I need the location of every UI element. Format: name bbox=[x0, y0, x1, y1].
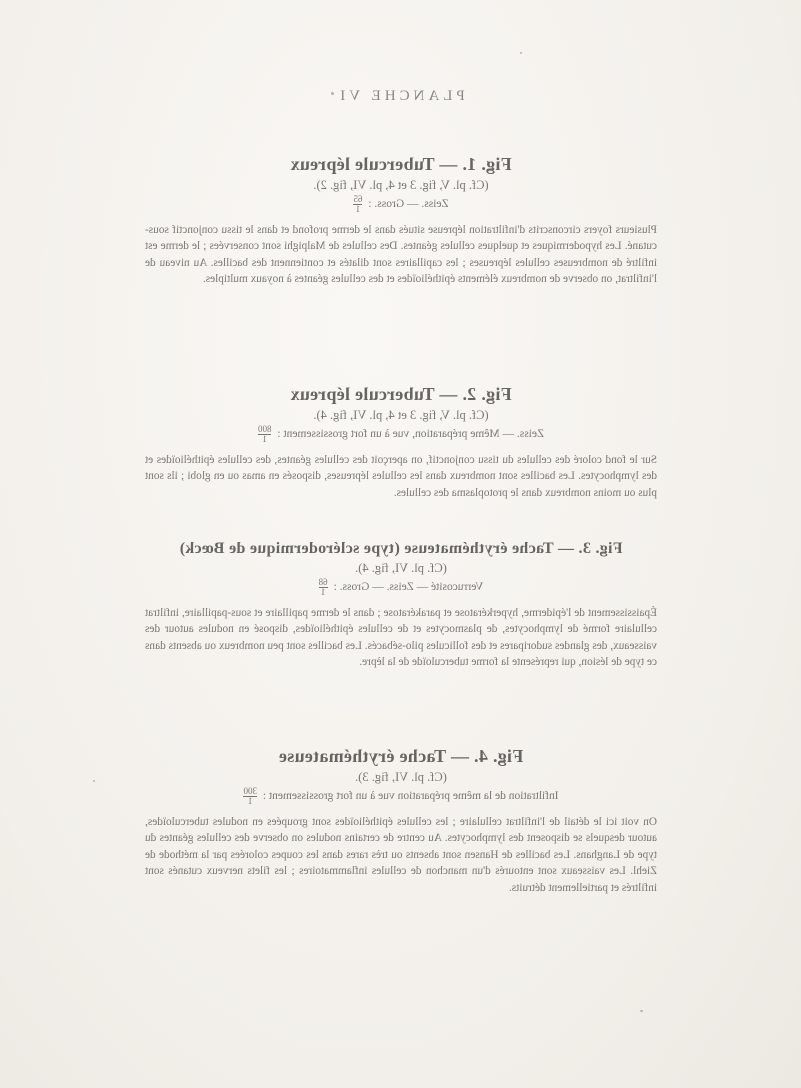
paper-speck bbox=[640, 1010, 643, 1012]
figure-reference: (Cf. pl. VI, fig. 3). bbox=[355, 770, 447, 784]
figure-reference: (Cf. pl. V, fig. 3 et 4, pl. VI, fig. 4). bbox=[313, 408, 489, 422]
magnification-numerator: 65 bbox=[353, 194, 363, 204]
running-head: PLANCHE VI bbox=[336, 88, 465, 104]
magnification-numerator: 68 bbox=[318, 577, 328, 587]
figure-title: Fig. 1. — Tubercule lépreux bbox=[290, 154, 512, 174]
figure-description: Sur le fond coloré des cellules du tissu conjonctif, on aperçoit des cellules géantes, des cellules épithélioïdes et des lymphocytes. Les bacilles sont nombreux dans les cellules lépreuses, disposés en amas ou en globi ; ils sont plus ou moins nombreux dans le protoplasma des cellules. bbox=[145, 454, 657, 499]
figure-description: Épaississement de l'épiderme, hyperkératose et parakératose ; dans le derme papillaire et sous-papillaire, infiltrat cellulaire formé de lymphocytes, de plasmocytes et de cellules épithélioïdes, disposé en nodules autour des vaisseaux, des glandes sudoripares et des follicules pilo-sébacés. Les bacilles sont peu nombreux ou absents dans ce type de lésion, qui représente la forme tuberculoïde de la lèpre. bbox=[145, 607, 657, 669]
magnification-denominator: 1 bbox=[243, 796, 257, 806]
magnification-line bbox=[145, 195, 657, 214]
figure-title: Fig. 4. — Tache érythémateuse bbox=[278, 746, 524, 766]
figure-title: Fig. 2. — Tubercule lépreux bbox=[290, 384, 512, 404]
paper-speck bbox=[520, 52, 522, 54]
figure-section-2 bbox=[145, 384, 657, 513]
figure-title: Fig. 3. — Tache érythémateuse (type sclérodermique de Bœck) bbox=[179, 540, 623, 557]
magnification-label: Zeiss. — Même préparation, vue à un fort grossissement : bbox=[277, 428, 545, 441]
magnification-line bbox=[145, 425, 657, 444]
magnification-label: Zeiss. — Gross. : bbox=[368, 198, 449, 211]
magnification-fraction bbox=[353, 195, 362, 214]
figure-section-1 bbox=[145, 154, 657, 299]
paper-speck bbox=[93, 780, 95, 782]
paper-speck bbox=[331, 92, 334, 95]
figure-description: On voit ici le détail de l'infiltrat cellulaire ; les cellules épithélioïdes sont groupées en nodules tuberculoïdes, autour desquels se disposent des lymphocytes. Au centre de certains nodules on observe des cellules géantes du type de Langhans. Les bacilles de Hansen sont absents ou très rares dans les coupes colorées par la méthode de Ziehl. Les vaisseaux sont entourés d'un manchon de cellules inflammatoires ; les filets nerveux cutanés sont infiltrés et partiellement détruits. bbox=[145, 816, 657, 894]
magnification-label: Infiltration de la même préparation vue à un fort grossissement : bbox=[262, 790, 559, 803]
magnification-numerator: 800 bbox=[257, 424, 272, 434]
magnification-label: Verrucosité — Zeiss. — Gross. : bbox=[333, 581, 484, 594]
magnification-denominator: 1 bbox=[319, 587, 328, 597]
magnification-numerator: 300 bbox=[243, 786, 257, 796]
figure-description: Plusieurs foyers circonscrits d'infiltration lépreuse situés dans le derme profond et dans le tissu conjonctif sous-cutané. Les hypodermiques et quelques cellules géantes. Des cellules de Malpighi sont conservées ; le derme est infiltré de nombreuses cellules lépreuses ; les capillaires sont dilatés et contiennent des bacilles. Au niveau de l'infiltrat, on observe de nombreux éléments épithélioïdes et des cellules géantes à noyaux multiples. bbox=[145, 224, 657, 286]
figure-section-4 bbox=[145, 746, 657, 907]
figure-reference: (Cf. pl. V, fig. 3 et 4, pl. VI, fig. 2). bbox=[313, 178, 489, 192]
magnification-line bbox=[145, 787, 657, 806]
magnification-denominator: 1 bbox=[258, 434, 272, 444]
figure-reference: (Cf. pl. VI, fig. 4). bbox=[355, 561, 447, 575]
figure-section-3 bbox=[145, 540, 657, 682]
magnification-fraction bbox=[243, 787, 257, 806]
magnification-denominator: 1 bbox=[353, 204, 362, 214]
magnification-fraction bbox=[258, 425, 272, 444]
magnification-fraction bbox=[319, 578, 328, 597]
magnification-line bbox=[145, 578, 657, 597]
